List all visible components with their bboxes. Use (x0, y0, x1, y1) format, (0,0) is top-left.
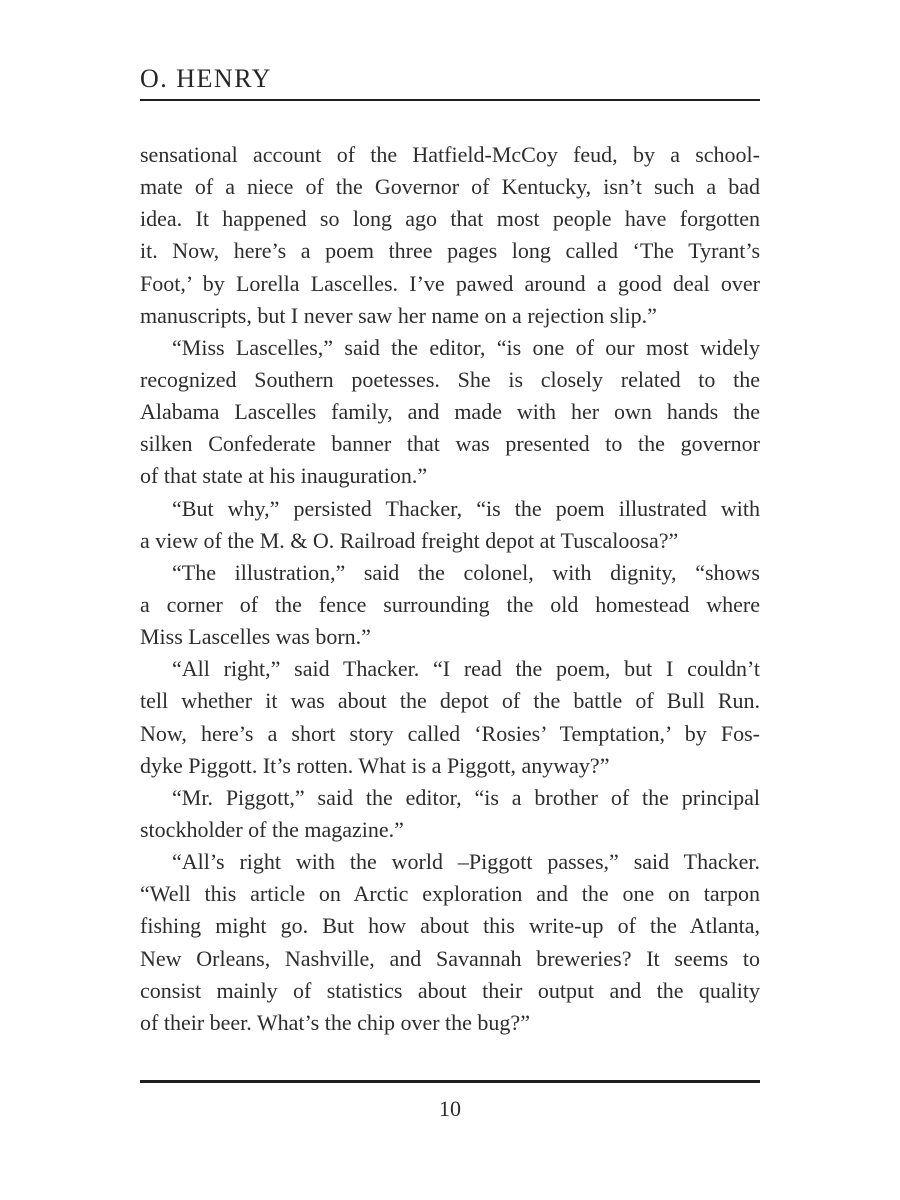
text-line: “Miss Lascelles,” said the editor, “is one of our most widely (172, 334, 760, 360)
text-line: manuscripts, but I never saw her name on a rejection slip.” (140, 302, 657, 328)
footer-rule (140, 1080, 760, 1083)
text-line: recognized Southern poetesses. She is closely related to the (140, 366, 760, 392)
text-line: idea. It happened so long ago that most people have forgotten (140, 206, 760, 232)
text-line: Alabama Lascelles family, and made with her own hands the (140, 399, 760, 425)
text-line: “The illustration,” said the colonel, with dignity, “shows (172, 559, 760, 585)
running-header-author: O. HENRY (140, 64, 272, 93)
text-line: fishing might go. But how about this write-up of the Atlanta, (140, 913, 760, 939)
text-line: consist mainly of statistics about their output and the quality (140, 977, 760, 1003)
text-line: tell whether it was about the depot of the battle of Bull Run. (140, 688, 760, 714)
page-number: 10 (439, 1096, 461, 1121)
text-line: mate of a niece of the Governor of Kentucky, isn’t such a bad (140, 174, 760, 200)
text-line: silken Confederate banner that was presented to the governor (140, 431, 760, 457)
text-line: “Mr. Piggott,” said the editor, “is a brother of the principal (172, 784, 760, 810)
text-line: Now, here’s a short story called ‘Rosies’ Temptation,’ by Fos- (140, 720, 760, 746)
text-line: a view of the M. & O. Railroad freight depot at Tuscaloosa?” (140, 527, 679, 553)
text-line: “All right,” said Thacker. “I read the poem, but I couldn’t (172, 656, 760, 682)
header-rule (140, 99, 760, 101)
text-line: New Orleans, Nashville, and Savannah breweries? It seems to (140, 945, 760, 971)
page-body-text (140, 139, 760, 1039)
text-line: Miss Lascelles was born.” (140, 624, 371, 650)
text-line: of their beer. What’s the chip over the bug?” (140, 1009, 530, 1035)
text-line: stockholder of the magazine.” (140, 816, 404, 842)
text-line: a corner of the fence surrounding the old homestead where (140, 591, 760, 617)
text-line: “All’s right with the world –Piggott passes,” said Thacker. (172, 849, 760, 875)
text-line: of that state at his inauguration.” (140, 463, 428, 489)
text-line: sensational account of the Hatfield-McCoy feud, by a school- (140, 142, 760, 167)
text-line: Foot,’ by Lorella Lascelles. I’ve pawed around a good deal over (140, 270, 760, 296)
text-line: “But why,” persisted Thacker, “is the poem illustrated with (172, 495, 760, 521)
text-line: it. Now, here’s a poem three pages long called ‘The Tyrant’s (140, 238, 760, 264)
text-line: “Well this article on Arctic exploration and the one on tarpon (140, 881, 760, 907)
text-line: dyke Piggott. It’s rotten. What is a Piggott, anyway?” (140, 752, 610, 778)
